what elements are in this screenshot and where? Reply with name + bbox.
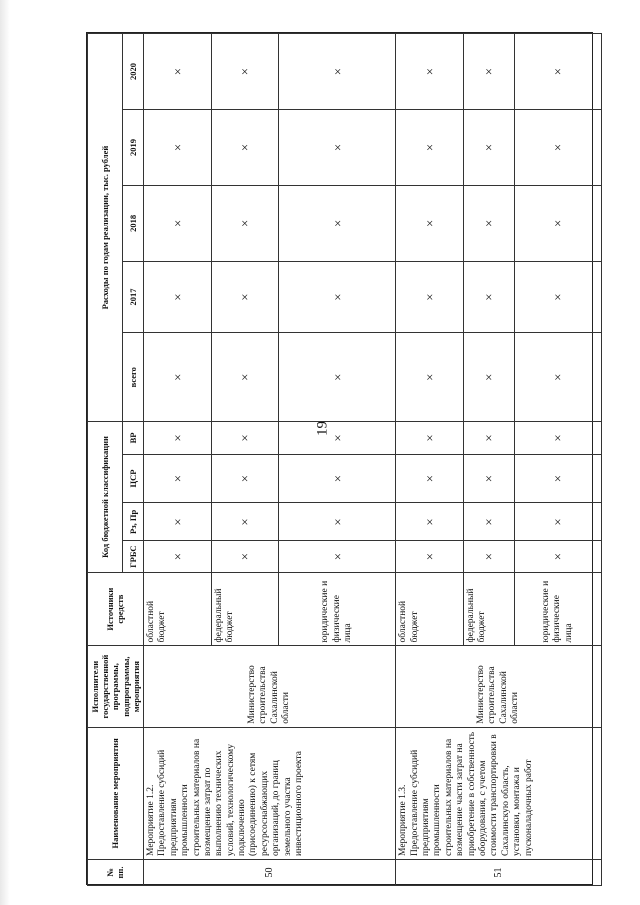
mark-cell: × [515, 541, 602, 572]
mark-cell: × [143, 34, 211, 110]
budget-table-frame [86, 32, 593, 885]
measure-name: Мероприятие 1.2. Предоставление субсидий предприятиям промышленности строительных материалов на возмещение затрат по выполнению технических условий, технологическому подключению (присоединению) к сетям ресурсоснабжающих организаций, до границ земельного участка инвестиционного проекта [143, 727, 395, 859]
mark-cell: × [464, 110, 515, 186]
mark-cell: × [211, 261, 279, 333]
header-expenses: Расходы по годам реализации, тыс. рублей [88, 34, 123, 422]
header-no: № пп. [88, 860, 144, 886]
header-csr: ЦСР [122, 454, 143, 503]
row-number: 50 [143, 860, 395, 886]
mark-cell: × [464, 541, 515, 572]
mark-cell: × [211, 422, 279, 455]
mark-cell: × [396, 110, 464, 186]
header-2019: 2019 [122, 110, 143, 186]
mark-cell: × [279, 185, 396, 261]
mark-cell: × [211, 110, 279, 186]
mark-cell: × [211, 454, 279, 503]
header-grbs: ГРБС [122, 541, 143, 572]
mark-cell: × [515, 503, 602, 541]
mark-cell: × [279, 454, 396, 503]
mark-cell: × [211, 34, 279, 110]
header-2017: 2017 [122, 261, 143, 333]
mark-cell: × [464, 422, 515, 455]
mark-cell: × [143, 503, 211, 541]
table-row [143, 34, 211, 886]
mark-cell: × [464, 261, 515, 333]
mark-cell: × [396, 34, 464, 110]
executor-name: Министерство строительства Сахалинской области [143, 646, 395, 727]
header-executors: Исполнители государственной программы, подпрограммы, мероприятия [88, 646, 144, 727]
measure-name: Мероприятие 1.3. Предоставление субсидий предприятиям промышленности строительных материалов на возмещение части затрат на приобретение в собственность оборудования, с учетом стоимости транспортировки в Сахалинскую область, установки, монтажа и пусконаладочных работ [396, 727, 602, 859]
mark-cell: × [396, 503, 464, 541]
mark-cell: × [143, 110, 211, 186]
mark-cell: × [211, 541, 279, 572]
mark-cell: × [396, 333, 464, 422]
mark-cell: × [464, 185, 515, 261]
source-regional: областной бюджет [396, 572, 464, 646]
header-name: Наименование мероприятия [88, 727, 144, 859]
mark-cell: × [143, 261, 211, 333]
scan-edge-shadow [0, 0, 10, 905]
budget-table-rotated [87, 33, 594, 886]
mark-cell: × [464, 34, 515, 110]
source-federal: федеральный бюджет [464, 572, 515, 646]
mark-cell: × [396, 422, 464, 455]
mark-cell: × [143, 333, 211, 422]
mark-cell: × [515, 422, 602, 455]
mark-cell: × [143, 454, 211, 503]
header-2020: 2020 [122, 34, 143, 110]
row-number: 51 [396, 860, 602, 886]
header-budget-code: Код бюджетной классификации [88, 422, 123, 573]
mark-cell: × [143, 541, 211, 572]
mark-cell: × [279, 261, 396, 333]
source-regional: областной бюджет [143, 572, 211, 646]
mark-cell: × [279, 333, 396, 422]
mark-cell: × [464, 503, 515, 541]
mark-cell: × [279, 110, 396, 186]
mark-cell: × [396, 261, 464, 333]
mark-cell: × [515, 333, 602, 422]
header-2018: 2018 [122, 185, 143, 261]
executor-name: Министерство строительства Сахалинской области [396, 646, 602, 727]
mark-cell: × [464, 333, 515, 422]
mark-cell: × [515, 185, 602, 261]
mark-cell: × [279, 541, 396, 572]
source-federal: федеральный бюджет [211, 572, 279, 646]
mark-cell: × [279, 34, 396, 110]
mark-cell: × [211, 503, 279, 541]
header-vr: ВР [122, 422, 143, 455]
source-legal-persons: юридические и физические лица [515, 572, 602, 646]
mark-cell: × [515, 34, 602, 110]
mark-cell: × [211, 185, 279, 261]
table-row [396, 34, 464, 886]
header-rzpr: Рз, Пр [122, 503, 143, 541]
mark-cell: × [515, 261, 602, 333]
mark-cell: × [143, 185, 211, 261]
source-legal-persons: юридические и физические лица [279, 572, 396, 646]
mark-cell: × [515, 454, 602, 503]
header-total: всего [122, 333, 143, 422]
mark-cell: × [211, 333, 279, 422]
page-number: 19 [314, 421, 331, 436]
budget-table [87, 33, 602, 886]
mark-cell: × [143, 422, 211, 455]
mark-cell: × [396, 185, 464, 261]
mark-cell: × [396, 541, 464, 572]
mark-cell: × [279, 503, 396, 541]
header-sources: Источники средств [88, 572, 144, 646]
mark-cell: × [515, 110, 602, 186]
mark-cell: × [279, 422, 396, 455]
mark-cell: × [396, 454, 464, 503]
mark-cell: × [464, 454, 515, 503]
